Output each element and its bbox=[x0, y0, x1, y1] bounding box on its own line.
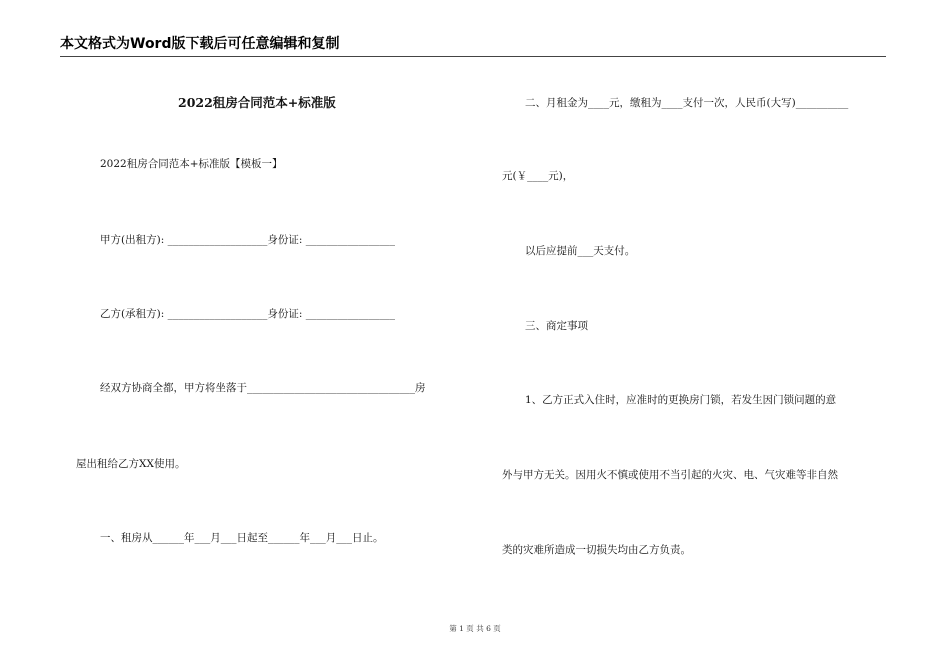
party-a-line: 甲方(出租方): ___________________身份证: _________________ bbox=[100, 234, 395, 246]
item-1-line-2: 外与甲方无关。因用火不慎或使用不当引起的火灾、电、气灾难等非自然 bbox=[502, 469, 838, 481]
agreement-line-1: 经双方协商全都，甲方将坐落于________________________________房 bbox=[100, 382, 426, 394]
rent-line-1: 二、月租金为____元，缴租为____支付一次，人民币(大写)__________ bbox=[525, 97, 849, 109]
document-title: 2022租房合同范本+标准版 bbox=[178, 95, 336, 110]
section-3-title: 三、商定事项 bbox=[525, 320, 588, 332]
item-1-line-1: 1、乙方正式入住时，应准时的更换房门锁，若发生因门锁问题的意 bbox=[525, 394, 837, 406]
party-b-line: 乙方(承租方): ___________________身份证: _________________ bbox=[100, 308, 395, 320]
item-1-line-3: 类的灾难所造成一切损失均由乙方负责。 bbox=[502, 544, 691, 556]
page-indicator: 第 1 页 共 6 页 bbox=[449, 624, 501, 633]
rent-line-2: 元(￥____元)， bbox=[502, 170, 574, 182]
document-header: 本文格式为Word版下载后可任意编辑和复制 bbox=[60, 33, 886, 57]
template-subtitle: 2022租房合同范本+标准版【模板一】 bbox=[100, 158, 283, 170]
agreement-line-2: 屋出租给乙方XX使用。 bbox=[76, 458, 186, 470]
rent-line-3: 以后应提前___天支付。 bbox=[525, 245, 636, 257]
lease-term-line: 一、租房从______年___月___日起至______年___月___日止。 bbox=[100, 532, 384, 544]
